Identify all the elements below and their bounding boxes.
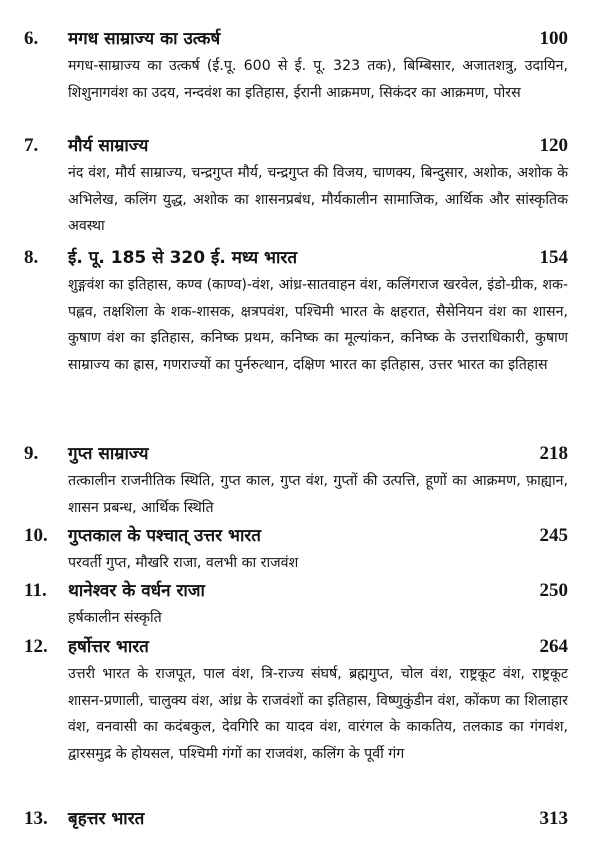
toc-entry-13 (0, 805, 600, 833)
toc-heading (0, 132, 600, 160)
chapter-title: थानेश्वर के वर्धन राजा (68, 581, 205, 601)
chapter-number: 13. (24, 808, 48, 829)
toc-heading (0, 633, 600, 661)
toc-heading (0, 244, 600, 272)
chapter-number: 8. (24, 247, 39, 268)
chapter-title: गुप्त साम्राज्य (68, 444, 149, 464)
toc-entry-8 (0, 244, 600, 378)
toc-heading (0, 522, 600, 550)
toc-entry-9 (0, 440, 600, 521)
chapter-title: मौर्य साम्राज्य (68, 136, 149, 156)
page-number: 245 (539, 525, 568, 546)
page-number: 100 (539, 28, 568, 49)
toc-heading (0, 25, 600, 53)
chapter-number: 11. (24, 580, 47, 601)
chapter-number: 7. (24, 135, 39, 156)
chapter-title: हर्षोत्तर भारत (68, 637, 149, 657)
chapter-title: गुप्तकाल के पश्चात् उत्तर भारत (68, 526, 261, 546)
chapter-topics: हर्षकालीन संस्कृति (68, 610, 162, 626)
page-number: 218 (539, 443, 568, 464)
chapter-topics: तत्कालीन राजनीतिक स्थिति, गुप्त काल, गुप्त वंश, गुप्तों की उत्पत्ति, हूणों का आक्रमण, फ़ाह्यान, शासन प्रबन्ध, आर्थिक स्थिति (68, 473, 568, 516)
chapter-number: 10. (24, 525, 48, 546)
toc-entry-12 (0, 633, 600, 767)
toc-heading (0, 805, 600, 833)
page-number: 264 (539, 636, 568, 657)
chapter-title: मगध साम्राज्य का उत्कर्ष (68, 29, 221, 49)
chapter-topics: परवर्ती गुप्त, मौखरि राजा, वलभी का राजवंश (68, 555, 299, 571)
chapter-topics: उत्तरी भारत के राजपूत, पाल वंश, त्रि-राज्य संघर्ष, ब्रह्मगुप्त, चोल वंश, राष्ट्रकूट वंश, राष्ट्रकूट शासन-प्रणाली, चालुक्य वंश, आंध्र के राजवंशों का इतिहास, विष्णुकुंडीन वंश, कोंकण का शिलाहार वंश, वनवासी का कदंबकुल, देवगिरि का यादव वंश, वारंगल के काकतिय, तलकाड का गंगवंश, द्वारसमुद्र के होयसल, पश्चिमी गंगों का राजवंश, कलिंग के पूर्वी गंग (68, 666, 568, 762)
chapter-number: 12. (24, 636, 48, 657)
toc-entry-7 (0, 132, 600, 240)
toc-heading (0, 440, 600, 468)
chapter-title: ई. पू. 185 से 320 ई. मध्य भारत (68, 248, 298, 268)
page-number: 154 (539, 247, 568, 268)
toc-heading (0, 577, 600, 605)
chapter-topics: शुङ्गवंश का इतिहास, कण्व (काण्व)-वंश, आंध्र-सातवाहन वंश, कलिंगराज खरवेल, इंडो-ग्रीक, शक-पह्लव, तक्षशिला के शक-शासक, क्षत्रपवंश, पश्चिमी भारत के क्षहरात, सैसेनियन वंश का शासन, कुषाण वंश का इतिहास, कनिष्क प्रथम, कनिष्क का मूल्यांकन, कनिष्क के उत्तराधिकारी, कुषाण साम्राज्य का ह्रास, गणराज्यों का पुर्नरुत्थान, दक्षिण भारत का इतिहास, उत्तर भारत का इतिहास (68, 277, 568, 373)
page-number: 313 (539, 808, 568, 829)
page-number: 250 (539, 580, 568, 601)
toc-entry-11 (0, 577, 600, 632)
toc-entry-6 (0, 25, 600, 106)
chapter-title: बृहत्तर भारत (68, 809, 145, 829)
chapter-number: 9. (24, 443, 39, 464)
toc-entry-10 (0, 522, 600, 577)
page-number: 120 (539, 135, 568, 156)
chapter-topics: मगध-साम्राज्य का उत्कर्ष (ई.पू. 600 से ई. पू. 323 तक), बिम्बिसार, अजातशत्रु, उदायिन, शिशुनागवंश का उदय, नन्दवंश का इतिहास, ईरानी आक्रमण, सिकंदर का आक्रमण, पोरस (68, 58, 568, 101)
chapter-number: 6. (24, 28, 39, 49)
chapter-topics: नंद वंश, मौर्य साम्राज्य, चन्द्रगुप्त मौर्य, चन्द्रगुप्त की विजय, चाणक्य, बिन्दुसार, अशोक, अशोक के अभिलेख, कलिंग युद्ध, अशोक का शासनप्रबंध, मौर्यकालीन सामाजिक, आर्थिक और सांस्कृतिक अवस्था (68, 165, 568, 234)
